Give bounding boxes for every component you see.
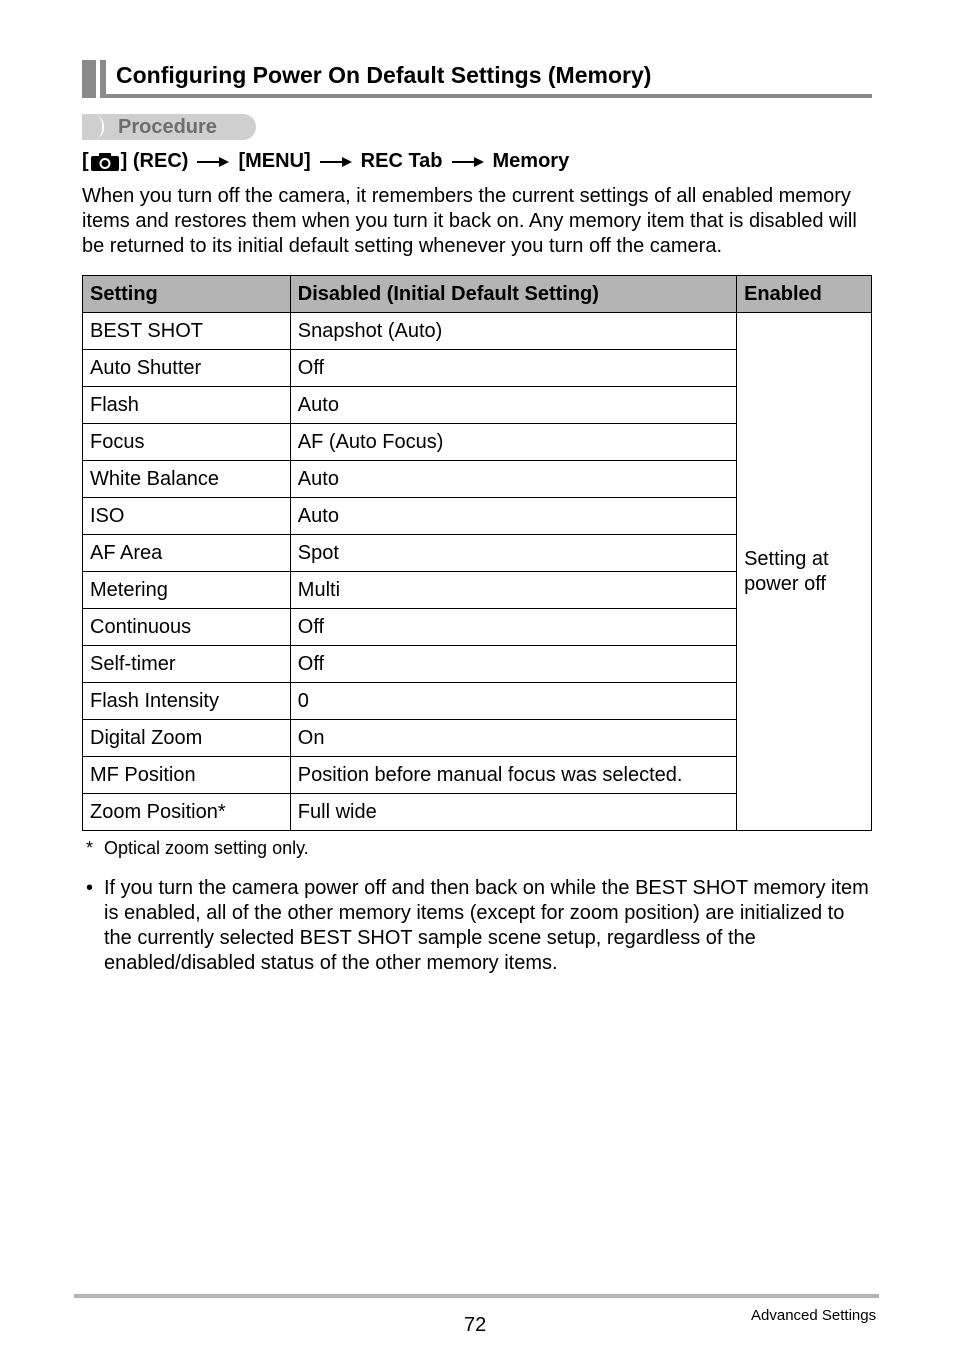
- cell-disabled: Auto: [290, 387, 736, 424]
- footnote-mark: *: [86, 838, 94, 858]
- cell-disabled: Off: [290, 646, 736, 683]
- right-arrow-icon: [197, 156, 229, 168]
- cell-setting: AF Area: [83, 535, 291, 572]
- cell-setting: Flash Intensity: [83, 683, 291, 720]
- procedure-label: Procedure: [118, 116, 217, 138]
- heading-underline: [106, 94, 872, 98]
- cell-disabled: Off: [290, 350, 736, 387]
- cell-setting: Flash: [83, 387, 291, 424]
- cell-setting: Focus: [83, 424, 291, 461]
- heading-bar-thin: [100, 60, 106, 98]
- cell-disabled: Auto: [290, 461, 736, 498]
- table-row: [83, 313, 872, 350]
- footer-divider: [74, 1294, 879, 1298]
- bullet-text: If you turn the camera power off and then back on while the BEST SHOT memory item is enabled, all of the other memory items (except for zoom position) are initialized to the currently selected BEST SHOT sample scene setup, regardless of the enabled/disabled status of the other memory items.: [104, 877, 869, 974]
- cell-setting: BEST SHOT: [83, 313, 291, 350]
- procedure-badge: [82, 114, 256, 140]
- footer-section-name: Advanced Settings: [751, 1307, 877, 1324]
- intro-paragraph: When you turn off the camera, it remembers the current settings of all enabled memory items and restores them when you turn it back on. Any memory item that is disabled will be returned to its initial default setting whenever you turn off the camera.: [82, 185, 857, 257]
- cell-disabled: Auto: [290, 498, 736, 535]
- cell-setting: Self-timer: [83, 646, 291, 683]
- footnote: [86, 838, 309, 859]
- cell-setting: White Balance: [83, 461, 291, 498]
- cell-setting: Digital Zoom: [83, 720, 291, 757]
- page-number: 72: [464, 1314, 487, 1336]
- path-rec: ] (REC): [120, 150, 189, 172]
- header-disabled: Disabled (Initial Default Setting): [290, 276, 736, 313]
- footnote-text: Optical zoom setting only.: [104, 838, 309, 858]
- cell-disabled: AF (Auto Focus): [290, 424, 736, 461]
- cell-disabled: Full wide: [290, 794, 736, 831]
- section-heading: [82, 60, 872, 98]
- table-header-row: [83, 276, 872, 313]
- path-open-bracket: [: [82, 150, 89, 172]
- camera-icon: [90, 152, 120, 172]
- cell-disabled: Position before manual focus was selected.: [290, 757, 736, 794]
- header-setting: Setting: [83, 276, 291, 313]
- cell-setting: Metering: [83, 572, 291, 609]
- cell-disabled: Spot: [290, 535, 736, 572]
- cell-disabled: Off: [290, 609, 736, 646]
- path-menu: [MENU]: [238, 150, 311, 172]
- cell-disabled: On: [290, 720, 736, 757]
- cell-enabled: Setting at power off: [737, 313, 872, 831]
- menu-path: [82, 150, 569, 173]
- cell-setting: Zoom Position*: [83, 794, 291, 831]
- cell-setting: ISO: [83, 498, 291, 535]
- right-arrow-icon: [320, 156, 352, 168]
- bullet-mark: •: [86, 877, 94, 899]
- right-arrow-icon: [452, 156, 484, 168]
- memory-settings-table: [82, 275, 872, 831]
- header-enabled: Enabled: [737, 276, 872, 313]
- cell-disabled: Snapshot (Auto): [290, 313, 736, 350]
- cell-disabled: Multi: [290, 572, 736, 609]
- heading-bar: [82, 60, 96, 98]
- path-rec-tab: REC Tab: [360, 150, 443, 172]
- cell-disabled: 0: [290, 683, 736, 720]
- cell-setting: Auto Shutter: [83, 350, 291, 387]
- cell-setting: MF Position: [83, 757, 291, 794]
- page-title: Configuring Power On Default Settings (Memory): [116, 62, 652, 88]
- path-memory: Memory: [492, 150, 570, 172]
- cell-setting: Continuous: [83, 609, 291, 646]
